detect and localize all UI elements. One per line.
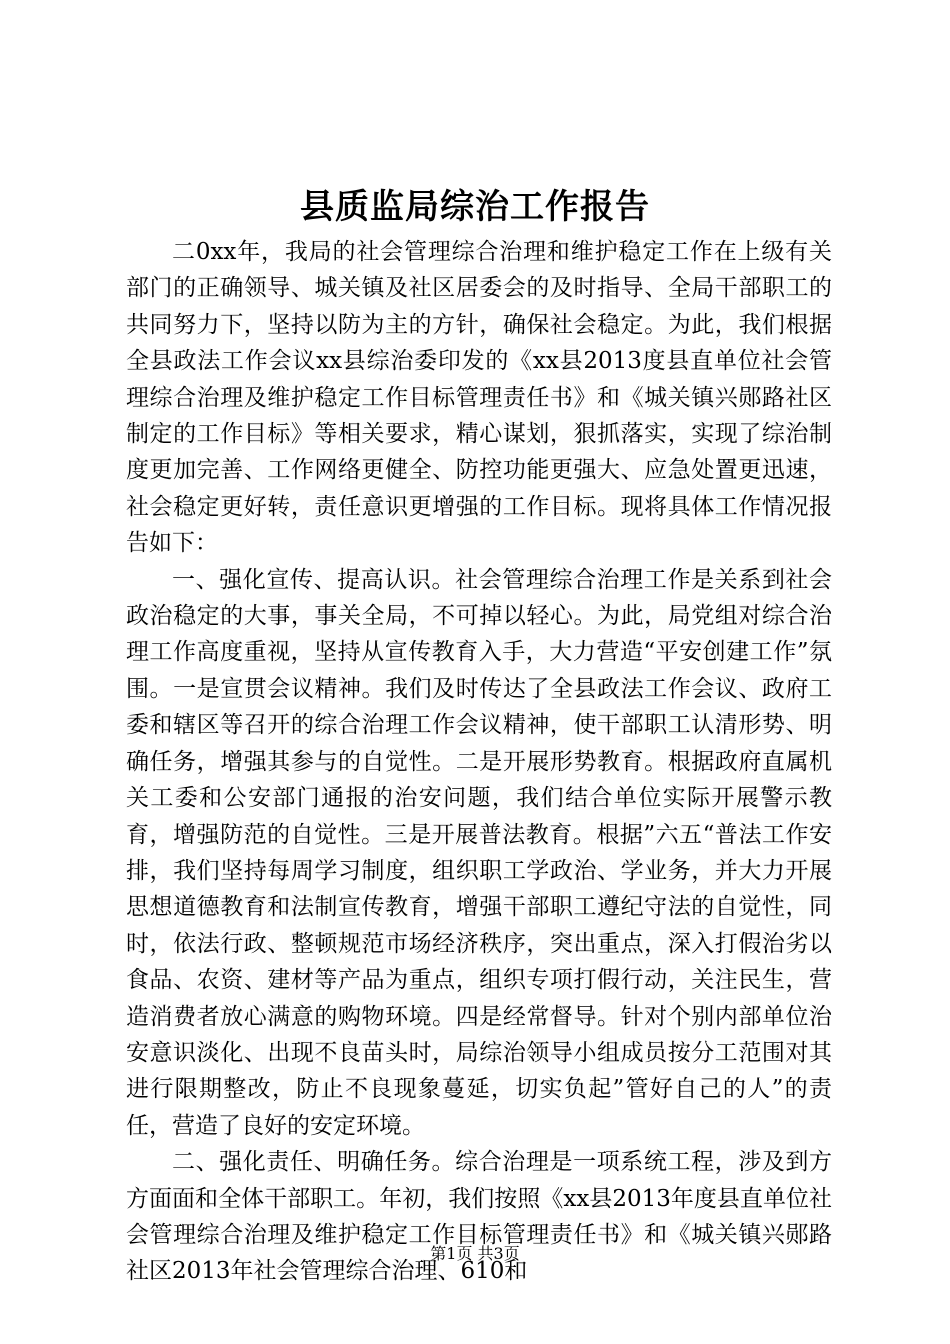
document-body bbox=[126, 234, 832, 1290]
paragraph-intro: 二0xx年，我局的社会管理综合治理和维护稳定工作在上级有关部门的正确领导、城关镇及社区居委会的及时指导、全局干部职工的共同努力下，坚持以防为主的方针，确保社会稳定。为此，我们根据全县政法工作会议xx县综治委印发的《xx县2013度县直单位社会管理综合治理及维护稳定工作目标管理责任书》和《城关镇兴郧路社区制定的工作目标》等相关要求，精心谋划，狠抓落实，实现了综治制度更加完善、工作网络更健全、防控功能更强大、应急处置更迅速，社会稳定更好转，责任意识更增强的工作目标。现将具体工作情况报告如下： bbox=[126, 239, 832, 557]
paragraph-section-1: 一、强化宣传、提高认识。社会管理综合治理工作是关系到社会政治稳定的大事，事关全局，不可掉以轻心。为此，局党组对综合治理工作高度重视，坚持从宣传教育入手，大力营造“平安创建工作”氛围。一是宣贯会议精神。我们及时传达了全县政法工作会议、政府工委和辖区等召开的综合治理工作会议精神，使干部职工认清形势、明确任务，增强其参与的自觉性。二是开展形势教育。根据政府直属机关工委和公安部门通报的治安问题，我们结合单位实际开展警示教育，增强防范的自觉性。三是开展普法教育。根据”六五“普法工作安排，我们坚持每周学习制度，组织职工学政治、学业务，并大力开展思想道德教育和法制宣传教育，增强干部职工遵纪守法的自觉性，同时，依法行政、整顿规范市场经济秩序，突出重点，深入打假治劣以食品、农资、建材等产品为重点，组织专项打假行动，关注民生，营造消费者放心满意的购物环境。四是经常督导。针对个别内部单位治安意识淡化、出现不良苗头时，局综治领导小组成员按分工范围对其进行限期整改，防止不良现象蔓延，切实负起”管好自己的人”的责任，营造了良好的安定环境。 bbox=[126, 566, 832, 1139]
document-title: 县质监局综治工作报告 bbox=[300, 187, 650, 227]
paragraph-section-2: 二、强化责任、明确任务。综合治理是一项系统工程，涉及到方方面面和全体干部职工。年初，我们按照《xx县2013年度县直单位社会管理综合治理及维护稳定工作目标管理责任书》和《城关镇兴郧路社区2013年社会管理综合治理、610和 bbox=[126, 1149, 832, 1285]
page-number-footer: 第1页 共3页 bbox=[430, 1244, 520, 1263]
